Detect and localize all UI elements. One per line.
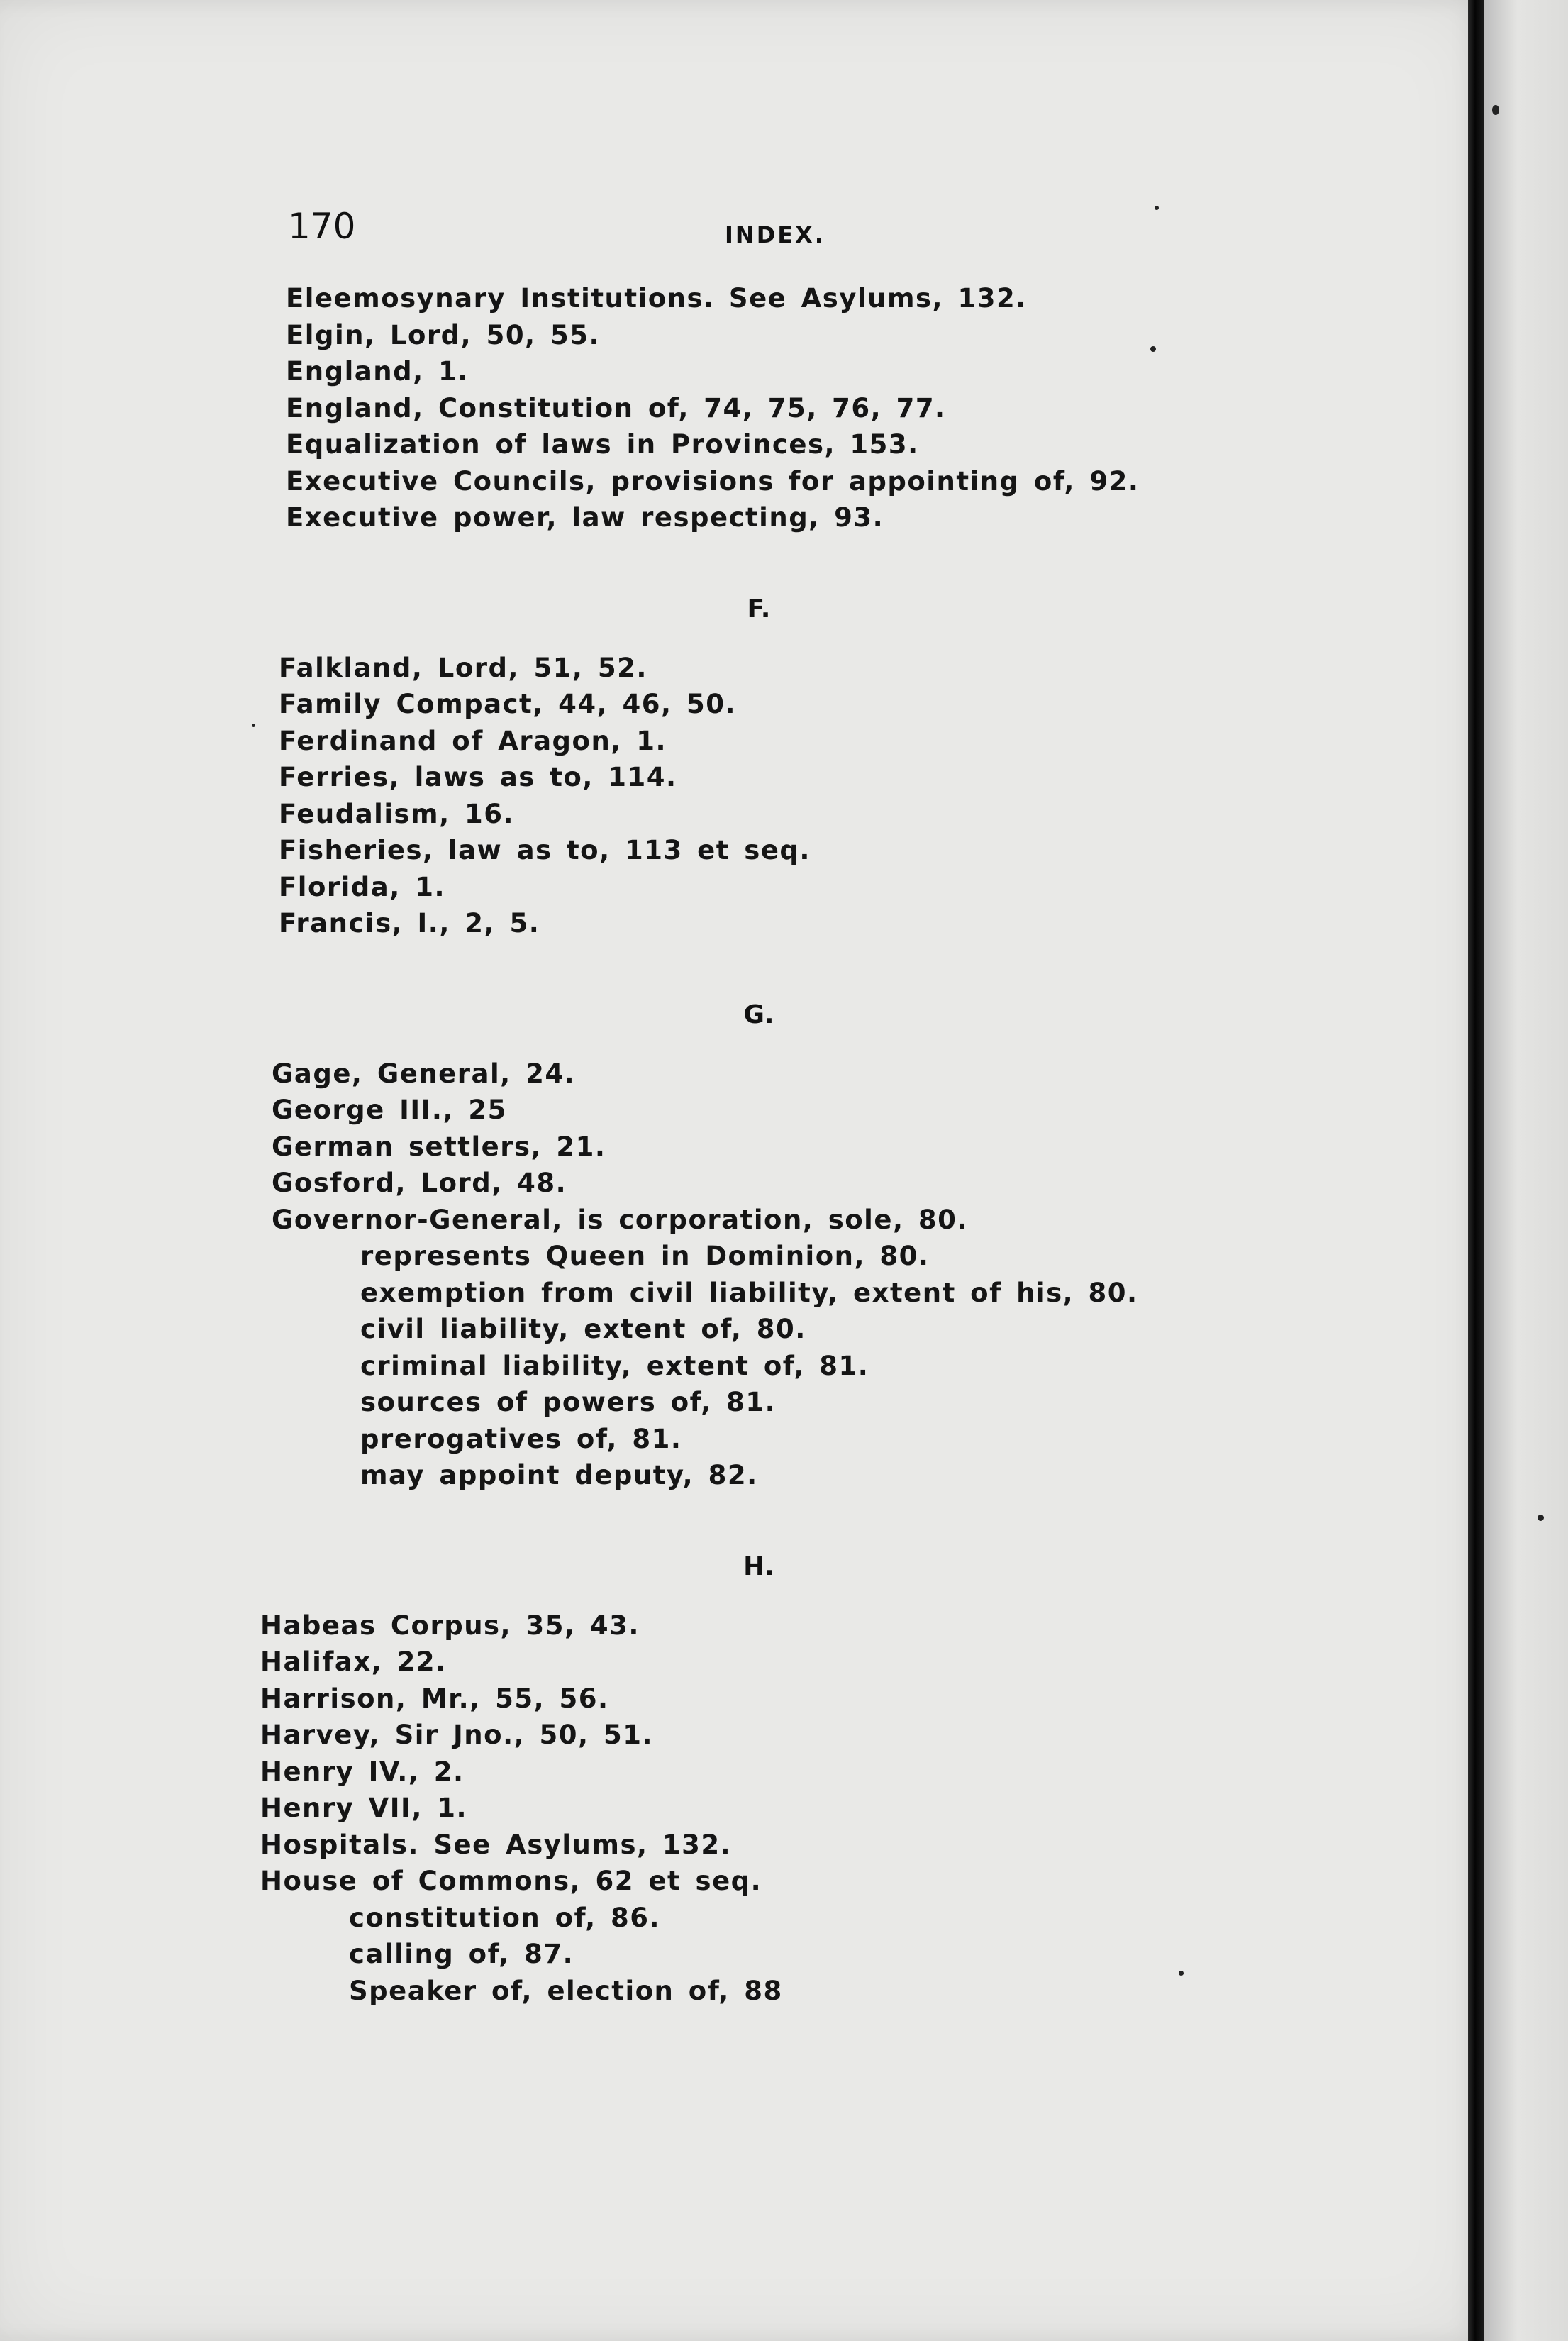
index-subentry: civil liability, extent of, 80.	[360, 1314, 806, 1344]
index-entry: Henry VII, 1.	[260, 1793, 468, 1823]
index-entry: Executive Councils, provisions for appointing of, 92.	[286, 465, 1140, 497]
running-head: INDEX.	[725, 221, 825, 248]
index-entry: Executive power, law respecting, 93.	[286, 502, 884, 533]
section-letter: H.	[743, 1551, 774, 1581]
index-entry: Ferries, laws as to, 114.	[279, 762, 677, 792]
index-list	[0, 280, 1468, 2009]
index-entry: England, 1.	[286, 356, 469, 387]
index-section-h	[0, 1545, 1468, 2010]
index-section-e	[0, 280, 1468, 536]
index-entry: German settlers, 21.	[272, 1131, 606, 1162]
index-entry: Habeas Corpus, 35, 43.	[260, 1610, 640, 1641]
index-entry: Gage, General, 24.	[272, 1058, 576, 1089]
index-entry: Governor-General, is corporation, sole, 80.	[272, 1204, 968, 1235]
index-entry: Henry IV., 2.	[260, 1756, 465, 1787]
index-subentry: criminal liability, extent of, 81.	[360, 1350, 869, 1381]
index-entry: Florida, 1.	[279, 871, 445, 902]
index-subentry: represents Queen in Dominion, 80.	[360, 1241, 930, 1271]
index-entry: Halifax, 22.	[260, 1647, 447, 1677]
index-subentry: sources of powers of, 81.	[360, 1387, 777, 1417]
index-entry: Family Compact, 44, 46, 50.	[279, 689, 737, 719]
page-header	[0, 206, 1468, 262]
index-entry: George III., 25	[272, 1095, 507, 1125]
index-entry: Hospitals. See Asylums, 132.	[260, 1829, 732, 1860]
index-entry: Ferdinand of Aragon, 1.	[279, 725, 667, 756]
index-entry: Harrison, Mr., 55, 56.	[260, 1683, 609, 1714]
index-entry: Eleemosynary Institutions. See Asylums, 132.	[286, 283, 1027, 314]
index-entry: Equalization of laws in Provinces, 153.	[286, 429, 919, 460]
index-entry: Francis, I., 2, 5.	[279, 908, 540, 939]
page-number: 170	[288, 206, 356, 247]
index-entry: Feudalism, 16.	[279, 798, 515, 829]
print-speck	[1538, 1515, 1544, 1521]
index-entry: Gosford, Lord, 48.	[272, 1168, 567, 1198]
index-entry: England, Constitution of, 74, 75, 76, 77.	[286, 392, 946, 424]
index-subentry: Speaker of, election of, 88	[349, 1975, 783, 2006]
index-section-g	[0, 993, 1468, 1494]
index-subentry: calling of, 87.	[349, 1939, 574, 1969]
book-gutter	[1468, 0, 1484, 2341]
print-speck	[1492, 105, 1499, 115]
index-entry: House of Commons, 62 et seq.	[260, 1866, 762, 1896]
index-subentry: may appoint deputy, 82.	[360, 1460, 758, 1490]
section-letter: G.	[743, 1000, 774, 1029]
index-section-f	[0, 587, 1468, 942]
section-letter: F.	[747, 594, 771, 624]
index-entry: Elgin, Lord, 50, 55.	[286, 319, 601, 350]
index-entry: Falkland, Lord, 51, 52.	[279, 652, 647, 683]
index-subentry: prerogatives of, 81.	[360, 1423, 682, 1454]
index-entry: Harvey, Sir Jno., 50, 51.	[260, 1720, 654, 1750]
index-subentry: constitution of, 86.	[349, 1902, 661, 1933]
index-subentry: exemption from civil liability, extent of his, 80.	[360, 1277, 1138, 1308]
index-entry: Fisheries, law as to, 113 et seq.	[279, 835, 811, 865]
facing-page-edge	[1484, 0, 1568, 2341]
